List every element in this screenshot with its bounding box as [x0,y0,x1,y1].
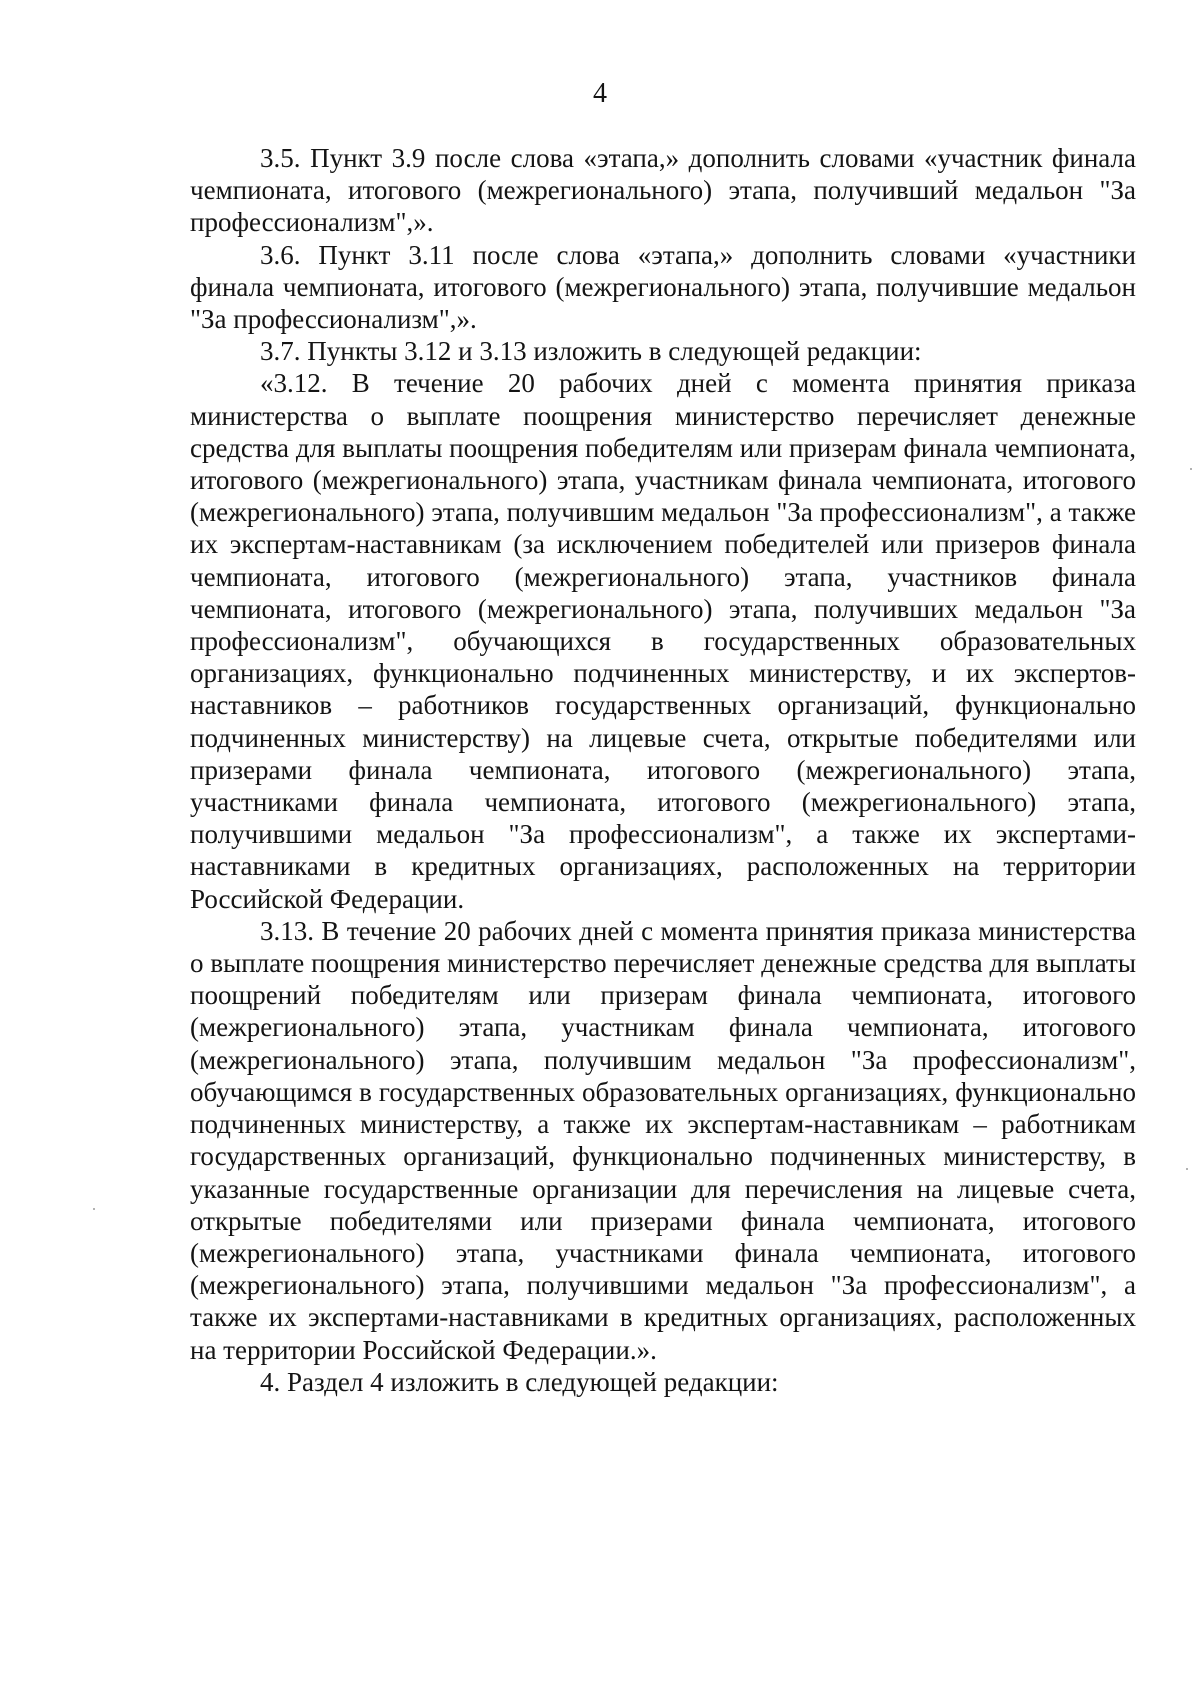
page-number: 4 [593,78,607,109]
scan-speck [1190,468,1192,470]
paragraph-3-6: 3.6. Пункт 3.11 после слова «этапа,» дополнить словами «участники финала чемпионата, итогового (межрегионального) этапа, получившие медальон "За профессионализм",». [190,239,1136,335]
paragraph-3-13: 3.13. В течение 20 рабочих дней с момента принятия приказа министерства о выплате поощрения министерство перечисляет денежные средства для выплаты поощрений победителям или призерам финала чемпионата, итогового (межрегионального) этапа, участникам финала чемпионата, итогового (межрегионального) этапа, получившим медальон "За профессионализм", обучающимся в государственных образовательных организациях, функционально подчиненных министерству, а также их экспертам-наставникам – работникам государственных организаций, функционально подчиненных министерству, в указанные государственные организации для перечисления на лицевые счета, открытые победителями или призерами финала чемпионата, итогового (межрегионального) этапа, участниками финала чемпионата, итогового (межрегионального) этапа, получившими медальон "За профессионализм", а также их экспертами-наставниками в кредитных организациях, расположенных на территории Российской Федерации.». [190,915,1136,1365]
paragraph-3-7: 3.7. Пункты 3.12 и 3.13 изложить в следующей редакции: [260,336,922,367]
scan-speck [1186,1168,1188,1170]
scan-speck [93,1208,95,1210]
paragraph-4: 4. Раздел 4 изложить в следующей редакции: [260,1366,779,1397]
paragraph-3-5: 3.5. Пункт 3.9 после слова «этапа,» дополнить словами «участник финала чемпионата, итогового (межрегионального) этапа, получивший медальон "За профессионализм",». [190,143,1136,238]
document-body [190,142,1136,1398]
paragraph-3-12: «3.12. В течение 20 рабочих дней с момента принятия приказа министерства о выплате поощрения министерство перечисляет денежные средства для выплаты поощрения победителям или призерам финала чемпионата, итогового (межрегионального) этапа, участникам финала чемпионата, итогового (межрегионального) этапа, получившим медальон "За профессионализм", а также их экспертам-наставникам (за исключением победителей или призеров финала чемпионата, итогового (межрегионального) этапа, участников финала чемпионата, итогового (межрегионального) этапа, получивших медальон "За профессионализм", обучающихся в государственных образовательных организациях, функционально подчиненных министерству, и их экспертов-наставников – работников государственных организаций, функционально подчиненных министерству) на лицевые счета, открытые победителями или призерами финала чемпионата, итогового (межрегионального) этапа, участниками финала чемпионата, итогового (межрегионального) этапа, получившими медальон "За профессионализм", а также их экспертами-наставниками в кредитных организациях, расположенных на территории Российской Федерации. [190,368,1136,914]
